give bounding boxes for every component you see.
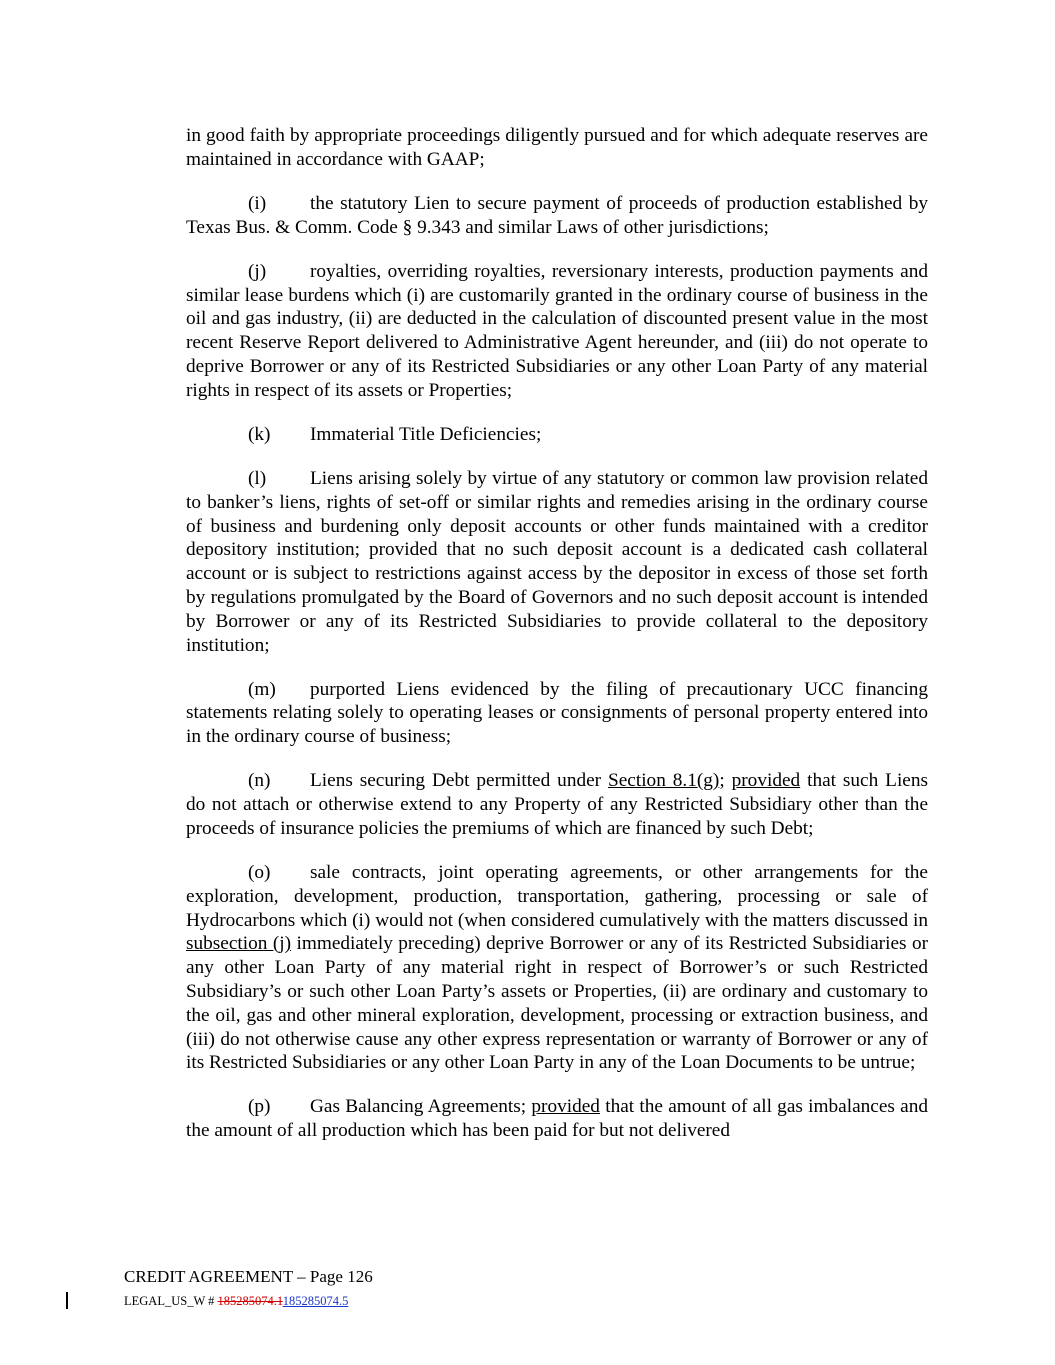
item-label-p: (p): [248, 1096, 271, 1118]
paragraph-item-k: [186, 423, 928, 447]
paragraph-item-l: [186, 467, 928, 657]
paragraph-item-j: [186, 260, 928, 403]
item-text-k: Immaterial Title Deficiencies;: [310, 423, 542, 445]
paragraph-item-o: [186, 861, 928, 1075]
item-text-m: purported Liens evidenced by the filing of precautionary UCC financing statements relating solely to operating leases or consignments of personal property entered into in the ordinary course of business;: [186, 678, 928, 748]
item-text-o-before: sale contracts, joint operating agreements, or other arrangements for the exploration, development, production, transportation, gathering, processing or sale of Hydrocarbons which (i) would not (when considered cumulatively with the matters discussed in: [186, 862, 928, 931]
provided-term: provided: [731, 770, 801, 792]
item-label-j: (j): [248, 260, 267, 282]
paragraph-item-n: [186, 769, 928, 840]
item-text-n-before: Liens securing Debt permitted under: [310, 770, 608, 792]
item-label-l: (l): [248, 467, 267, 489]
paragraph-item-i: [186, 192, 928, 240]
deleted-doc-number: 185285074.1: [217, 1294, 283, 1308]
item-label-k: (k): [248, 423, 271, 445]
item-label-n: (n): [248, 770, 271, 792]
item-text-i: the statutory Lien to secure payment of proceeds of production established by Texas Bus. & Comm. Code § 9.343 and similar Laws of other jurisdictions;: [186, 192, 928, 238]
paragraph-carryover: in good faith by appropriate proceedings diligently pursued and for which adequate reserves are maintained in accordance with GAAP;: [186, 125, 928, 170]
item-text-o-after: immediately preceding) deprive Borrower or any of its Restricted Subsidiaries or any other Loan Party of any material right in respect of Borrower’s or such Restricted Subsidiary’s or such other Loan Party’s assets or Properties, (ii) are ordinary and customary to the oil, gas and other mineral exploration, development, processing or extraction business, and (iii) do not otherwise cause any other express representation or warranty of Borrower or any of its Restricted Subsidiaries or any other Loan Party in any of the Loan Documents to be untrue;: [186, 933, 929, 1074]
item-text-l: Liens arising solely by virtue of any statutory or common law provision related to banker’s liens, rights of set-off or similar rights and remedies arising in the ordinary course of business and burdening only deposit accounts or other funds maintained with a creditor depository institution; provided that no such deposit account is a dedicated cash collateral account or is subject to restrictions against access by the depositor in excess of those set forth by regulations promulgated by the Board of Governors and no such deposit account is intended by Borrower or any of its Restricted Subsidiaries to provide collateral to the depository institution;: [186, 467, 928, 656]
item-text-j: royalties, overriding royalties, reversionary interests, production payments and similar lease burdens which (i) are customarily granted in the ordinary course of business in the oil and gas industry, (ii) are deducted in the calculation of discounted present value in the most recent Reserve Report delivered to Administrative Agent hereunder, and (iii) do not operate to deprive Borrower or any of its Restricted Subsidiaries or any other Loan Party of any material rights in respect of its assets or Properties;: [186, 260, 928, 401]
item-label-m: (m): [248, 678, 276, 700]
item-label-i: (i): [248, 192, 267, 214]
subsection-reference-link[interactable]: subsection (j): [186, 933, 292, 955]
section-reference-link[interactable]: Section 8.1(g): [608, 770, 720, 792]
provided-term: provided: [531, 1096, 600, 1118]
paragraph-item-p: [186, 1095, 928, 1143]
footer-document-id: [124, 1292, 373, 1310]
inserted-doc-number: 185285074.5: [282, 1294, 349, 1308]
footer-page-title: CREDIT AGREEMENT – Page 126: [124, 1267, 373, 1286]
document-body: [186, 124, 928, 1163]
item-text-p-after: that the amount of all gas imbalances and the amount of all production which has been paid for but not delivered: [186, 1096, 928, 1142]
item-text-n-after: that such Liens do not attach or otherwise extend to any Property of any Restricted Subsidiary other than the proceeds of insurance policies the premiums of which are financed by such Debt;: [186, 770, 929, 839]
item-label-o: (o): [248, 862, 271, 883]
page-footer: [124, 1266, 373, 1310]
item-text-n-middle: ;: [719, 770, 732, 792]
revision-change-bar: [66, 1292, 68, 1309]
doc-id-prefix: LEGAL_US_W #: [124, 1294, 218, 1308]
paragraph-item-m: [186, 678, 928, 749]
item-text-p-before: Gas Balancing Agreements;: [310, 1096, 532, 1118]
